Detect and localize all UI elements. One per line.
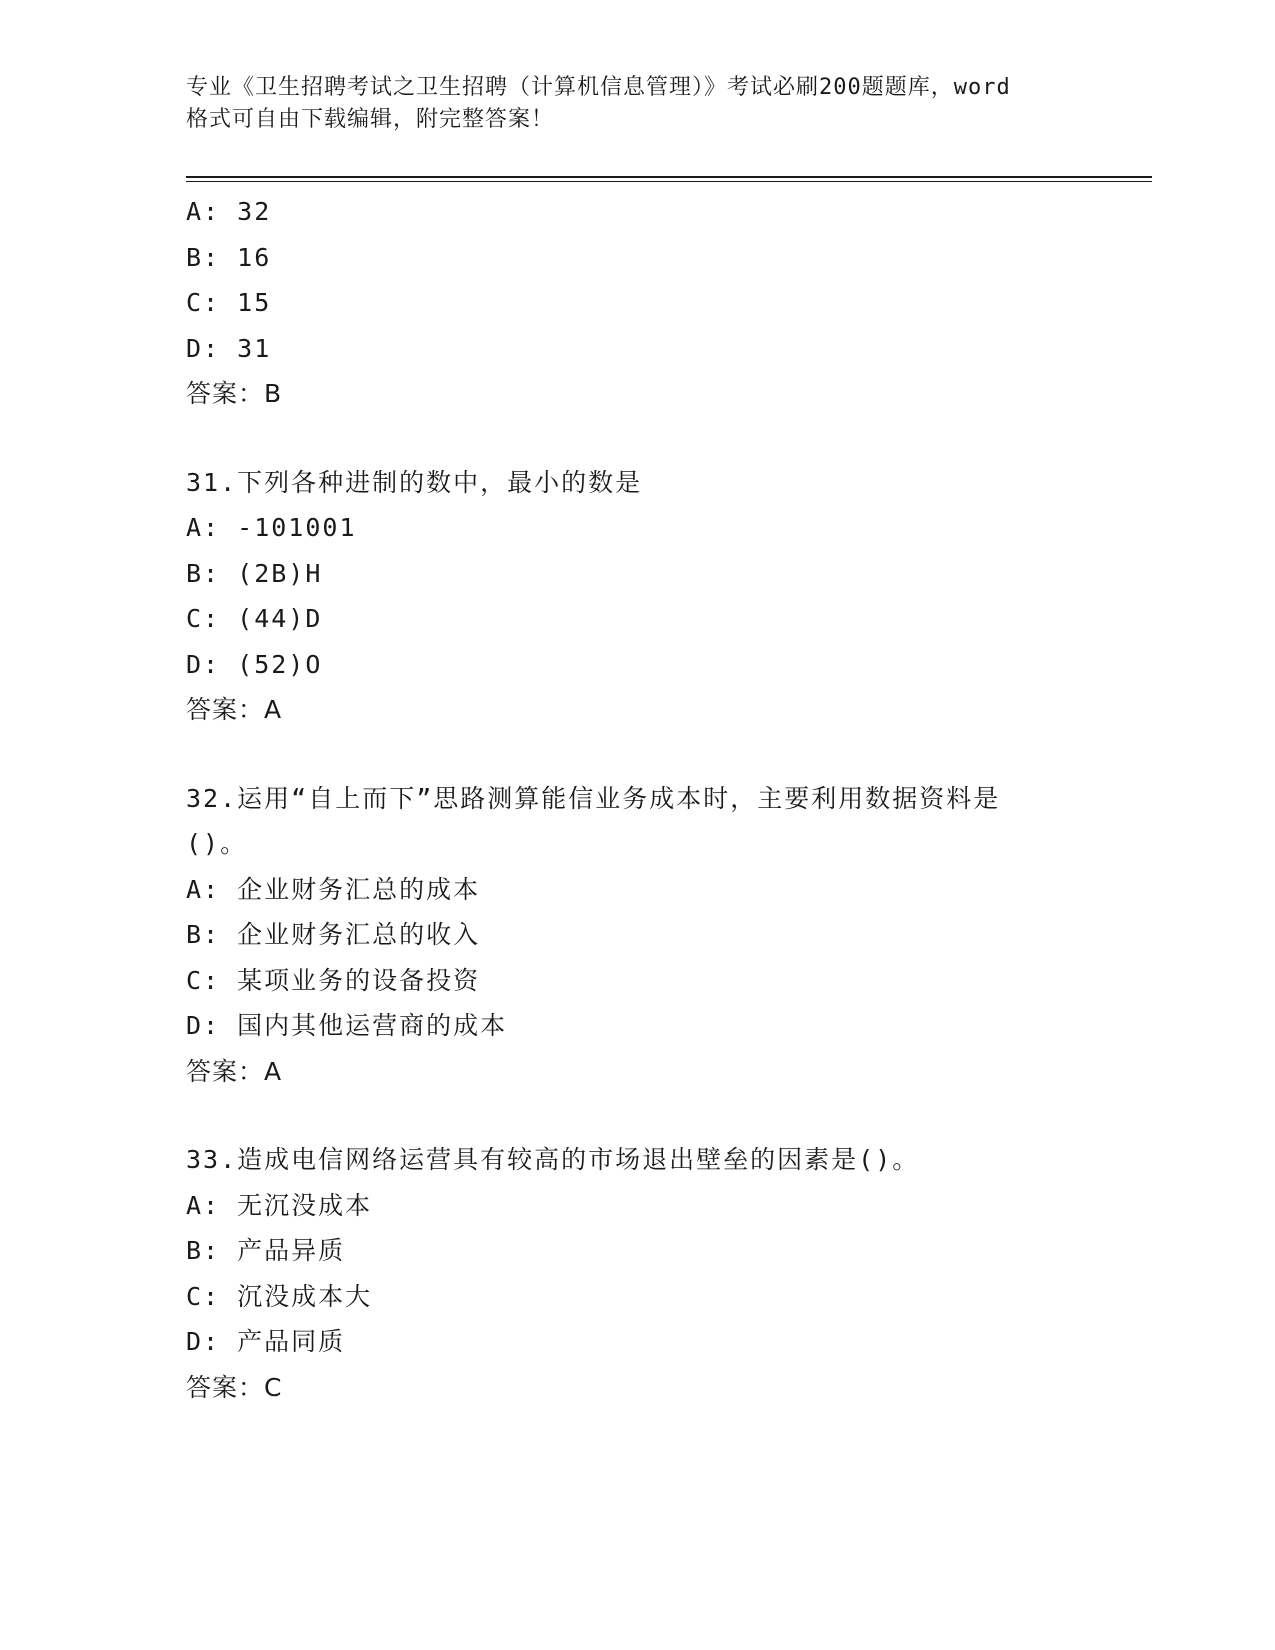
- option-b: B: 16: [186, 242, 272, 272]
- question-stem: 33.造成电信网络运营具有较高的市场退出壁垒的因素是()。: [186, 1145, 920, 1174]
- header-line-1: 专业《卫生招聘考试之卫生招聘（计算机信息管理）》考试必刷200题题库，word: [186, 75, 1011, 100]
- answer-line: 答案：C: [186, 1372, 283, 1402]
- option-d: D: (52)O: [186, 649, 323, 679]
- option-c: C: 沉没成本大: [186, 1281, 373, 1311]
- option-c: C: (44)D: [186, 604, 323, 633]
- spacer: [186, 733, 1106, 776]
- question-block-32: [186, 776, 1106, 1095]
- question-stem: 31.下列各种进制的数中，最小的数是: [186, 467, 643, 497]
- option-a: A: 32: [186, 197, 272, 226]
- spacer: [186, 1094, 1106, 1137]
- option-c: C: 15: [186, 288, 272, 317]
- header-divider-thin: [186, 181, 1152, 182]
- option-b: B: 产品异质: [186, 1236, 346, 1265]
- option-b: B: 企业财务汇总的收入: [186, 920, 481, 949]
- question-block-prev: [186, 189, 1106, 417]
- option-a: A: -101001: [186, 513, 357, 542]
- option-d: D: 国内其他运营商的成本: [186, 1011, 508, 1040]
- question-block-31: [186, 460, 1106, 733]
- header-divider-thick: [186, 176, 1152, 178]
- option-c: C: 某项业务的设备投资: [186, 965, 481, 995]
- option-b: B: (2B)H: [186, 558, 323, 588]
- option-a: A: 无沉没成本: [186, 1190, 373, 1220]
- option-d: D: 产品同质: [186, 1327, 346, 1356]
- question-stem: 32.运用“自上而下”思路测算能信业务成本时，主要利用数据资料是: [186, 783, 1001, 813]
- spacer: [186, 417, 1106, 460]
- document-body: [186, 189, 1106, 1410]
- answer-line: 答案：B: [186, 379, 283, 408]
- question-block-33: [186, 1137, 1106, 1410]
- answer-line: 答案：A: [186, 1056, 283, 1086]
- document-header: [186, 72, 1106, 136]
- option-d: D: 31: [186, 333, 272, 363]
- answer-line: 答案：A: [186, 695, 283, 724]
- question-stem-continued: ()。: [186, 829, 248, 858]
- option-a: A: 企业财务汇总的成本: [186, 874, 481, 904]
- header-line-2: 格式可自由下载编辑，附完整答案！: [186, 107, 555, 132]
